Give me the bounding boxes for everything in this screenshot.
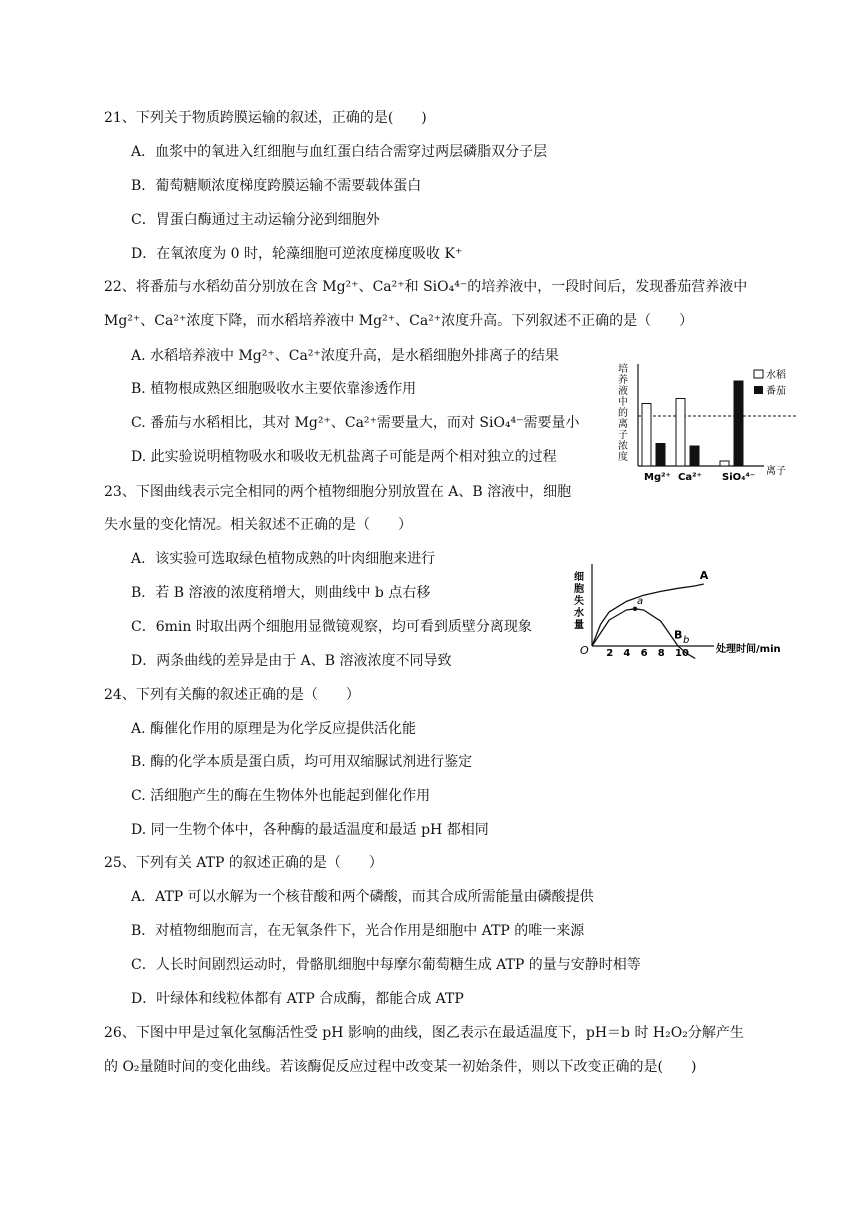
bar-chart-x-axis-label: 离子 bbox=[766, 466, 786, 477]
q23-option-d: D．两条曲线的差异是由于 A、B 溶液浓度不同导致 bbox=[131, 653, 452, 669]
q23-stem-line1: 23、下图曲线表示完全相同的两个植物细胞分别放置在 A、B 溶液中，细胞 bbox=[104, 484, 572, 500]
q23-option-b: B．若 B 溶液的浓度稍增大，则曲线中 b 点右移 bbox=[131, 585, 431, 601]
line-chart-origin-label: O bbox=[580, 644, 589, 657]
q21-stem: 21、下列关于物质跨膜运输的叙述，正确的是( ) bbox=[104, 110, 427, 126]
bar-rice-0 bbox=[642, 404, 651, 467]
bar-rice-1 bbox=[676, 399, 685, 467]
q24-option-b: B. 酶的化学本质是蛋白质，均可用双缩脲试剂进行鉴定 bbox=[131, 754, 473, 770]
line-series-label-A: A bbox=[699, 569, 709, 582]
q22-option-c: C. 番茄与水稻相比，其对 Mg²⁺、Ca²⁺需要量大，而对 SiO₄⁴⁻需要量小 bbox=[131, 415, 580, 431]
q21-option-d: D．在氧浓度为 0 时，轮藻细胞可逆浓度梯度吸收 K⁺ bbox=[131, 246, 463, 262]
line-chart-tick-label: 10 bbox=[675, 648, 689, 659]
q26-stem-line1: 26、下图中甲是过氧化氢酶活性受 pH 影响的曲线，图乙表示在最适温度下，pH＝b 时 H₂O₂分解产生 bbox=[104, 1025, 744, 1041]
ion-concentration-bar-chart bbox=[604, 358, 804, 486]
q22-option-b: B. 植物根成熟区细胞吸收水主要依靠渗透作用 bbox=[131, 381, 417, 397]
q21-option-c: C．胃蛋白酶通过主动运输分泌到细胞外 bbox=[131, 212, 380, 228]
q23-option-a: A．该实验可选取绿色植物成熟的叶肉细胞来进行 bbox=[131, 551, 436, 567]
water-loss-line-chart bbox=[566, 558, 796, 660]
bar-rice-2 bbox=[720, 461, 729, 466]
line-chart-y-axis-label-text: 细胞失水量 bbox=[574, 572, 584, 631]
bar-chart-tick-label: Mg²⁺ bbox=[644, 472, 671, 483]
q24-option-a: A. 酶催化作用的原理是为化学反应提供活化能 bbox=[131, 721, 417, 737]
q23-option-c: C．6min 时取出两个细胞用显微镜观察，均可看到质壁分离现象 bbox=[131, 619, 532, 635]
q21-option-a: A．血浆中的氧进入红细胞与血红蛋白结合需穿过两层磷脂双分子层 bbox=[131, 144, 548, 160]
q23-stem-line2: 失水量的变化情况。相关叙述不正确的是（ ） bbox=[104, 517, 412, 533]
line-chart-tick-label: 6 bbox=[640, 648, 648, 659]
bar-chart-tick-label: SiO₄⁴⁻ bbox=[722, 472, 756, 483]
bar-chart-y-axis-label-text: 培养液中的离子浓度 bbox=[618, 364, 628, 463]
q21-option-b: B．葡萄糖顺浓度梯度跨膜运输不需要载体蛋白 bbox=[131, 178, 422, 194]
q26-stem-line2: 的 O₂量随时间的变化曲线。若该酶促反应过程中改变某一初始条件，则以下改变正确的是( ) bbox=[104, 1059, 697, 1075]
legend-swatch-tomato bbox=[754, 386, 763, 394]
q22-stem-line1: 22、将番茄与水稻幼苗分别放在含 Mg²⁺、Ca²⁺和 SiO₄⁴⁻的培养液中，一段时间后，发现番茄营养液中 bbox=[104, 279, 748, 295]
bar-tomato-0 bbox=[656, 444, 665, 467]
bar-chart-tick-label: Ca²⁺ bbox=[678, 472, 702, 483]
bar-chart-legend bbox=[754, 368, 786, 397]
q22-option-d: D. 此实验说明植物吸水和吸收无机盐离子可能是两个相对独立的过程 bbox=[131, 449, 557, 465]
line-chart-tick-label: 4 bbox=[623, 648, 631, 659]
bar-tomato-1 bbox=[690, 446, 699, 466]
q25-stem: 25、下列有关 ATP 的叙述正确的是（ ） bbox=[104, 855, 383, 871]
line-chart-x-axis-label: 处理时间/min bbox=[716, 644, 781, 655]
point-b-label: b bbox=[683, 634, 690, 646]
bar-chart-y-axis-label bbox=[618, 362, 628, 463]
q25-option-b: B．对植物细胞而言，在无氧条件下，光合作用是细胞中 ATP 的唯一来源 bbox=[131, 923, 585, 939]
q24-stem: 24、下列有关酶的叙述正确的是（ ） bbox=[104, 687, 360, 703]
point-a-marker bbox=[633, 607, 637, 611]
line-chart-tick-label: 2 bbox=[606, 648, 614, 659]
line-series-label-B: B bbox=[674, 628, 683, 642]
q22-stem-line2: Mg²⁺、Ca²⁺浓度下降，而水稻培养液中 Mg²⁺、Ca²⁺浓度升高。下列叙述不正确的是（ ） bbox=[104, 313, 694, 329]
line-chart-tick-label: 8 bbox=[657, 648, 665, 659]
bar-tomato-2 bbox=[734, 381, 743, 466]
legend-swatch-rice bbox=[754, 370, 763, 378]
point-a-label: a bbox=[637, 595, 644, 607]
legend-label-rice: 水稻 bbox=[766, 370, 786, 381]
q24-option-c: C. 活细胞产生的酶在生物体外也能起到催化作用 bbox=[131, 788, 431, 804]
legend-label-tomato: 番茄 bbox=[766, 386, 786, 397]
q24-option-d: D. 同一生物个体中，各种酶的最适温度和最适 pH 都相同 bbox=[131, 822, 489, 838]
q25-option-a: A．ATP 可以水解为一个核苷酸和两个磷酸，而其合成所需能量由磷酸提供 bbox=[131, 889, 594, 905]
q22-option-a: A. 水稻培养液中 Mg²⁺、Ca²⁺浓度升高，是水稻细胞外排离子的结果 bbox=[131, 348, 559, 364]
q25-option-c: C．人长时间剧烈运动时，骨骼肌细胞中每摩尔葡萄糖生成 ATP 的量与安静时相等 bbox=[131, 957, 641, 973]
line-chart-y-axis-label bbox=[574, 570, 584, 631]
q25-option-d: D．叶绿体和线粒体都有 ATP 合成酶，都能合成 ATP bbox=[131, 991, 464, 1007]
